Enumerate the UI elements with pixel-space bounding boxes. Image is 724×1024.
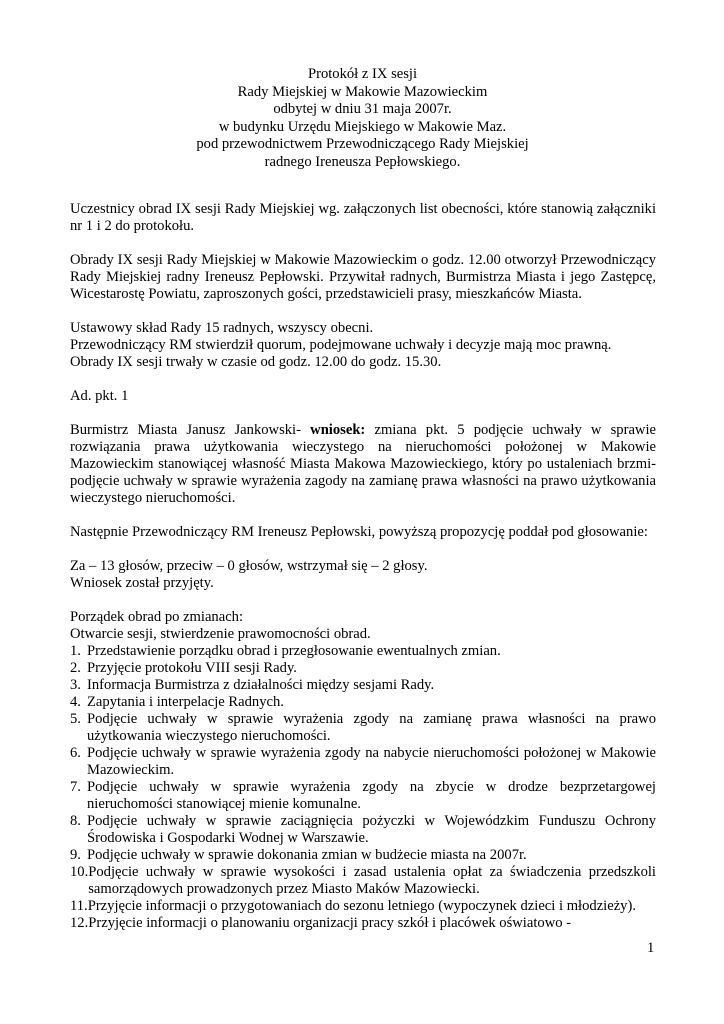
motion-lead: Burmistrz Miasta Janusz Jankowski- (70, 422, 301, 438)
list-item (70, 847, 656, 864)
agenda-num: 1. (70, 643, 81, 659)
vote-result: Za – 13 głosów, przeciw – 0 głosów, wstrzymał się – 2 głosy. (70, 558, 428, 574)
title-line-1: Protokół z IX sesji (307, 66, 418, 82)
agenda-num: 12. (70, 915, 89, 931)
agenda-text: Przyjęcie protokołu VIII sesji Rady. (87, 660, 297, 676)
agenda-num: 3. (70, 677, 81, 693)
list-item (70, 711, 656, 745)
agenda-text: Podjęcie uchwały w sprawie zaciągnięcia pożyczki w Wojewódzkim Funduszu Ochrony Środowiska i Gospodarki Wodnej w Warszawie. (87, 813, 656, 846)
quorum-line-1: Ustawowy skład Rady 15 radnych, wszyscy obecni. (70, 320, 374, 336)
agenda-num: 10. (70, 864, 89, 880)
agenda-num: 4. (70, 694, 81, 710)
document-body (70, 201, 656, 932)
agenda-text: Informacja Burmistrza z działalności między sesjami Rady. (87, 677, 435, 693)
agenda-text: Przedstawienie porządku obrad i przegłosowanie ewentualnych zmian. (87, 643, 501, 659)
title-line-6: radnego Ireneusza Pepłowskiego. (264, 153, 461, 170)
list-item (70, 677, 656, 694)
page-number: 1 (647, 940, 655, 956)
vote-intro: Następnie Przewodniczący RM Ireneusz Pepłowski, powyższą propozycję poddał pod głosowanie: (70, 524, 648, 540)
list-item (70, 660, 656, 677)
agenda-list (70, 643, 656, 932)
agenda-num: 2. (70, 660, 81, 676)
list-item (70, 864, 656, 898)
agenda-heading: Porządek obrad po zmianach: (70, 609, 244, 625)
motion-bold: wniosek: (310, 422, 366, 438)
agenda-text: Podjęcie uchwały w sprawie wyrażenia zgody na zbycie w drodze bezprzetargowej nieruchomości stanowiącej mienie komunalne. (87, 779, 656, 812)
participants-paragraph: Uczestnicy obrad IX sesji Rady Miejskiej wg. załączonych list obecności, które stanowią załączniki nr 1 i 2 do protokołu. (70, 201, 656, 234)
agenda-text: Podjęcie uchwały w sprawie wysokości i zasad ustalenia opłat za świadczenia przedszkoli samorządowych prowadzonych przez Miasto Maków Mazowiecki. (88, 864, 656, 897)
list-item (70, 898, 656, 915)
list-item (70, 643, 656, 660)
agenda-text: Podjęcie uchwały w sprawie wyrażenia zgody na zamianę prawa własności na prawo użytkowania wieczystego nieruchomości. (87, 711, 656, 744)
agenda-opening: Otwarcie sesji, stwierdzenie prawomocności obrad. (70, 626, 371, 642)
list-item (70, 745, 656, 779)
agenda-num: 6. (70, 745, 81, 761)
agenda-text: Przyjęcie informacji o przygotowaniach do sezonu letniego (wypoczynek dzieci i młodzieży). (87, 898, 636, 914)
quorum-line-3: Obrady IX sesji trwały w czasie od godz. 12.00 do godz. 15.30. (70, 354, 442, 370)
list-item (70, 779, 656, 813)
agenda-num: 9. (70, 847, 81, 863)
ad-pkt-heading: Ad. pkt. 1 (70, 388, 129, 404)
list-item (70, 813, 656, 847)
title-line-4: w budynku Urzędu Miejskiego w Makowie Maz. (218, 118, 507, 135)
agenda-text: Przyjęcie informacji o planowaniu organizacji pracy szkół i placówek oświatowo - (88, 915, 572, 931)
list-item (70, 694, 656, 711)
agenda-text: Podjęcie uchwały w sprawie dokonania zmian w budżecie miasta na 2007r. (87, 847, 527, 863)
vote-accepted: Wniosek został przyjęty. (70, 575, 214, 591)
opening-paragraph: Obrady IX sesji Rady Miejskiej w Makowie Mazowieckim o godz. 12.00 otworzył Przewodniczący Rady Miejskiej radny Ireneusz Pepłowski. Przywitał radnych, Burmistrza Miasta i jego Zastępcę, Wicestarostę Powiatu, zaproszonych gości, przedstawicieli prasy, mieszkańców Miasta. (70, 252, 656, 302)
agenda-num: 7. (70, 779, 81, 795)
title-line-3: odbytej w dniu 31 maja 2007r. (273, 101, 452, 118)
quorum-paragraph (70, 320, 656, 371)
motion-rest: zmiana pkt. 5 podjęcie uchwały w sprawie rozwiązania prawa użytkowania wieczystego na nieruchomości położonej w Makowie Mazowieckim stanowiącej własność Miasta Makowa Mazowieckiego, który po ustaleniach brzmi- podjęcie uchwały w sprawie wyrażenia zagody na zamianę prawa własności na prawo użytkowania wieczystego nieruchomości. (70, 422, 656, 506)
agenda-text: Podjęcie uchwały w sprawie wyrażenia zgody na nabycie nieruchomości położonej w Makowie Mazowieckim. (87, 745, 656, 778)
quorum-line-2: Przewodniczący RM stwierdził quorum, podejmowane uchwały i decyzje mają moc prawną. (70, 337, 612, 353)
title-line-2: Rady Miejskiej w Makowie Mazowieckim (237, 83, 488, 100)
list-item (70, 915, 656, 932)
title-line-5: pod przewodnictwem Przewodniczącego Rady Miejskiej (196, 136, 529, 153)
agenda-num: 5. (70, 711, 81, 727)
agenda-text: Zapytania i interpelacje Radnych. (87, 694, 284, 710)
agenda-num: 11. (70, 898, 88, 914)
motion-paragraph (70, 422, 656, 507)
document-title (70, 66, 655, 172)
agenda-num: 8. (70, 813, 81, 829)
